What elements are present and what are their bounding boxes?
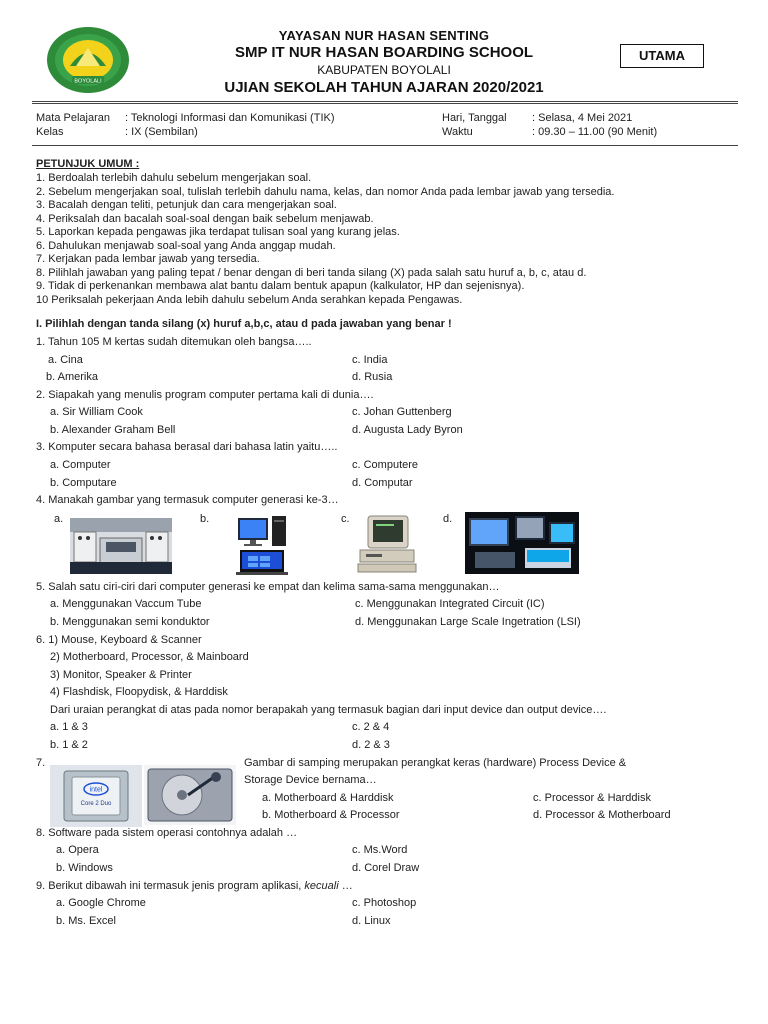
q4-option-a[interactable]: a.	[54, 513, 64, 525]
regency-name: KABUPATEN BOYOLALI	[317, 63, 451, 77]
date-value: : Selasa, 4 Mei 2021	[532, 112, 633, 124]
q3-option-b[interactable]: b. Computare	[50, 477, 117, 489]
question-4: 4. Manakah gambar yang termasuk computer generasi ke-3…	[36, 494, 339, 506]
q8-option-a[interactable]: a. Opera	[56, 844, 99, 856]
q6-option-b[interactable]: b. 1 & 2	[50, 739, 88, 751]
time-label: Waktu	[442, 126, 473, 138]
q5-option-c[interactable]: c. Menggunakan Integrated Circuit (IC)	[355, 598, 545, 610]
exam-title: UJIAN SEKOLAH TAHUN AJARAN 2020/2021	[224, 79, 544, 96]
q2-option-d[interactable]: d. Augusta Lady Byron	[352, 424, 463, 436]
desktop-laptop-image[interactable]	[232, 514, 294, 576]
q8-option-c[interactable]: c. Ms.Word	[352, 844, 408, 856]
subject-label: Mata Pelajaran	[36, 112, 110, 124]
q6-question: Dari uraian perangkat di atas pada nomor berapakah yang termasuk bagian dari input device dan output device….	[50, 704, 607, 716]
mainframe-computer-image[interactable]	[70, 518, 172, 574]
q2-option-a[interactable]: a. Sir William Cook	[50, 406, 143, 418]
question-2: 2. Siapakah yang menulis program computer pertama kali di dunia….	[36, 389, 374, 401]
svg-text:intel: intel	[89, 786, 103, 794]
q9-text: 9. Berikut dibawah ini termasuk jenis program aplikasi,	[36, 880, 305, 892]
q5-option-a[interactable]: a. Menggunakan Vaccum Tube	[50, 598, 202, 610]
q2-option-b[interactable]: b. Alexander Graham Bell	[50, 424, 176, 436]
foundation-name: YAYASAN NUR HASAN SENTING	[278, 28, 490, 43]
question-6: 6. 1) Mouse, Keyboard & Scanner	[36, 634, 202, 646]
q1-option-d[interactable]: d. Rusia	[352, 371, 393, 383]
instruction-item: 10 Periksalah pekerjaan Anda lebih dahulu sebelum Anda serahkan kepada Pengawas.	[36, 294, 463, 306]
section-title: I. Pilihlah dengan tanda silang (x) huruf a,b,c, atau d pada jawaban yang benar !	[36, 318, 452, 330]
harddisk-image	[144, 765, 236, 825]
q7-option-a[interactable]: a. Motherboard & Harddisk	[262, 792, 394, 804]
instruction-item: 5. Laporkan kepada pengawas jika terdapat tulisan soal yang kurang jelas.	[36, 226, 400, 238]
subject-value: : Teknologi Informasi dan Komunikasi (TIK)	[125, 112, 335, 124]
q6-option-d[interactable]: d. 2 & 3	[352, 739, 390, 751]
exam-type-badge: UTAMA	[620, 44, 704, 68]
q1-option-b[interactable]: b. Amerika	[46, 371, 98, 383]
instructions-title: PETUNJUK UMUM :	[36, 158, 140, 170]
q7-option-b[interactable]: b. Motherboard & Processor	[262, 809, 400, 821]
q2-option-c[interactable]: c. Johan Guttenberg	[352, 406, 452, 418]
q7-text-line1: Gambar di samping merupakan perangkat keras (hardware) Process Device &	[244, 757, 627, 769]
class-label: Kelas	[36, 126, 64, 138]
q6-item-3: 3) Monitor, Speaker & Printer	[50, 669, 192, 681]
q6-item-4: 4) Flashdisk, Floopydisk, & Harddisk	[50, 686, 228, 698]
old-pc-image[interactable]	[356, 514, 418, 574]
q1-option-a[interactable]: a. Cina	[48, 354, 83, 366]
instruction-item: 8. Pilihlah jawaban yang paling tepat / benar dengan di beri tanda silang (X) pada salah satu huruf a, b, c, atau d.	[36, 267, 587, 279]
q4-option-c[interactable]: c.	[341, 513, 350, 525]
q7-text-line2: Storage Device bernama…	[244, 774, 377, 786]
question-9	[36, 880, 353, 892]
q7-option-c[interactable]: c. Processor & Harddisk	[533, 792, 651, 804]
q6-item-2: 2) Motherboard, Processor, & Mainboard	[50, 651, 249, 663]
question-5: 5. Salah satu ciri-ciri dari computer generasi ke empat dan kelima sama-sama menggunakan…	[36, 581, 500, 593]
q4-option-b[interactable]: b.	[200, 513, 210, 525]
q4-option-d[interactable]: d.	[443, 513, 453, 525]
q8-option-d[interactable]: d. Corel Draw	[352, 862, 420, 874]
q1-option-c[interactable]: c. India	[352, 354, 388, 366]
q6-option-a[interactable]: a. 1 & 3	[50, 721, 88, 733]
date-label: Hari, Tanggal	[442, 112, 507, 124]
info-rule	[32, 145, 738, 146]
q9-option-b[interactable]: b. Ms. Excel	[56, 915, 116, 927]
q9-option-c[interactable]: c. Photoshop	[352, 897, 417, 909]
q3-option-c[interactable]: c. Computere	[352, 459, 419, 471]
question-8: 8. Software pada sistem operasi contohnya adalah …	[36, 827, 298, 839]
instruction-item: 6. Dahulukan menjawab soal-soal yang Anda anggap mudah.	[36, 240, 336, 252]
q5-option-d[interactable]: d. Menggunakan Large Scale Ingetration (LSI)	[355, 616, 581, 628]
q3-option-a[interactable]: a. Computer	[50, 459, 111, 471]
q7-option-d[interactable]: d. Processor & Motherboard	[533, 809, 671, 821]
q9-option-a[interactable]: a. Google Chrome	[56, 897, 146, 909]
svg-text:Core 2 Duo: Core 2 Duo	[80, 801, 112, 807]
school-name: SMP IT NUR HASAN BOARDING SCHOOL	[234, 44, 534, 61]
instruction-item: 3. Bacalah dengan teliti, petunjuk dan cara mengerjakan soal.	[36, 199, 337, 211]
instruction-item: 7. Kerjakan pada lembar jawab yang tersedia.	[36, 253, 260, 265]
question-3: 3. Komputer secara bahasa berasal dari bahasa latin yaitu…..	[36, 441, 338, 453]
instruction-item: 1. Berdoalah terlebih dahulu sebelum mengerjakan soal.	[36, 172, 312, 184]
processor-chip-image	[50, 765, 142, 827]
modern-computers-image[interactable]	[465, 512, 579, 574]
instruction-item: 9. Tidak di perkenankan membawa alat bantu dalam bentuk apapun (kalkulator, HP dan sejenisnya).	[36, 280, 525, 292]
header-rule	[32, 101, 738, 102]
q9-option-d[interactable]: d. Linux	[352, 915, 391, 927]
q3-option-d[interactable]: d. Computar	[352, 477, 413, 489]
instruction-item: 2. Sebelum mengerjakan soal, tulislah terlebih dahulu nama, kelas, dan nomor Anda pada lembar jawab yang tersedia.	[36, 186, 615, 198]
q9-emphasis: kecuali	[304, 880, 339, 892]
instruction-item: 4. Periksalah dan bacalah soal-soal dengan baik sebelum menjawab.	[36, 213, 374, 225]
q8-option-b[interactable]: b. Windows	[56, 862, 113, 874]
question-7-number: 7.	[36, 757, 46, 769]
class-value: : IX (Sembilan)	[125, 126, 198, 138]
q9-tail: …	[338, 880, 353, 892]
svg-text:BOYOLALI: BOYOLALI	[74, 78, 102, 85]
q5-option-b[interactable]: b. Menggunakan semi konduktor	[50, 616, 210, 628]
question-1: 1. Tahun 105 M kertas sudah ditemukan oleh bangsa…..	[36, 336, 312, 348]
time-value: : 09.30 – 11.00 (90 Menit)	[532, 126, 658, 138]
q6-option-c[interactable]: c. 2 & 4	[352, 721, 390, 733]
header-rule-2	[32, 103, 738, 104]
